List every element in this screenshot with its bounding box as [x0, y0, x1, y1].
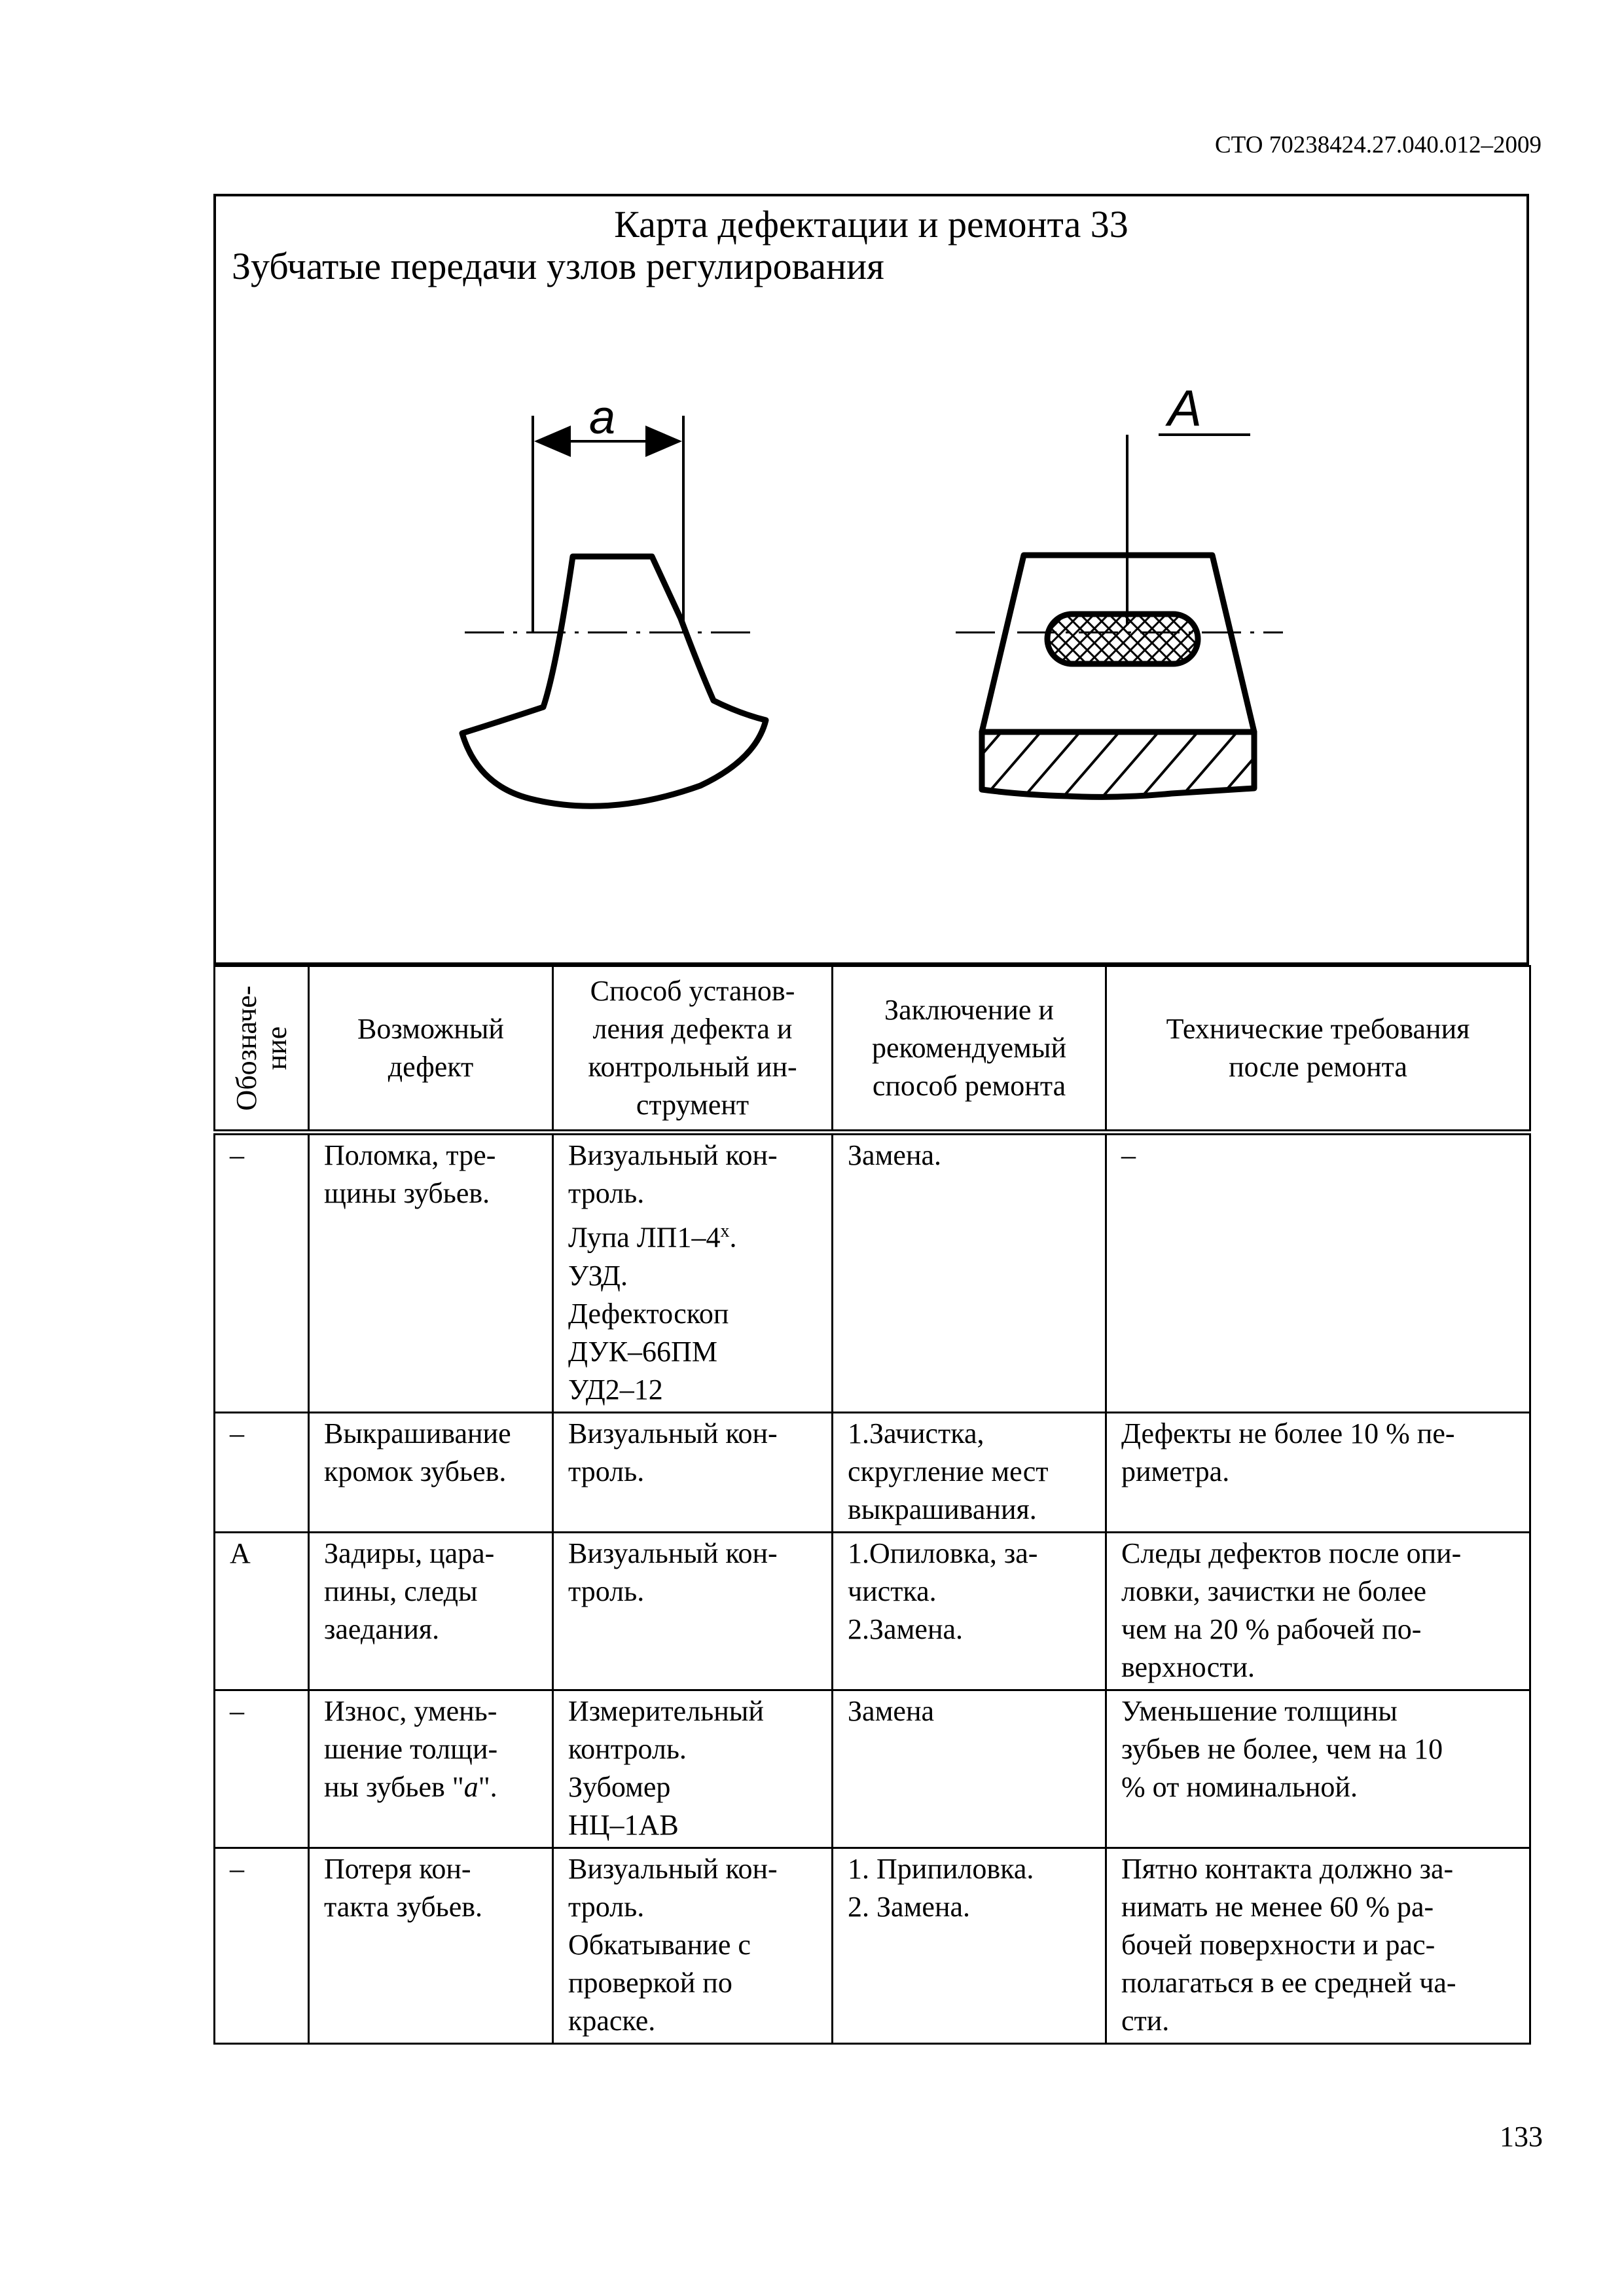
card-subtitle: Зубчатые передачи узлов регулирования — [232, 245, 884, 287]
header-designation-line2: ние — [260, 1026, 293, 1070]
cell-method: Визуальный кон- троль. — [553, 1412, 833, 1532]
document-code: СТО 70238424.27.040.012–2009 — [1214, 132, 1542, 158]
gear-tooth-drawing — [216, 196, 1526, 962]
cell-designation: – — [215, 1412, 309, 1532]
cell-conclusion: Замена. — [833, 1133, 1106, 1413]
card-title: Карта дефектации и ремонта 33 — [614, 203, 1128, 246]
table-row — [215, 1412, 1530, 1532]
view-label-a: A — [1168, 379, 1202, 437]
header-requirements: Технические требования после ремонта — [1106, 966, 1530, 1133]
cell-method-part1: Визуальный кон- троль. Лупа ЛП1–4 — [568, 1139, 778, 1254]
table-row — [215, 1532, 1530, 1690]
tooth-side-view-right — [910, 379, 1316, 838]
cell-designation: – — [215, 1133, 309, 1413]
cell-defect: Потеря кон- такта зубьев. — [309, 1848, 553, 2043]
table-row — [215, 1848, 1530, 2043]
cell-method — [553, 1133, 833, 1413]
header-designation-line1: Обозначе- — [230, 985, 262, 1111]
defects-table — [213, 965, 1531, 2045]
table-row — [215, 1690, 1530, 1848]
cell-conclusion: Замена — [833, 1690, 1106, 1848]
dimension-label-a: a — [589, 392, 616, 444]
cell-defect-italic-a: а — [463, 1770, 478, 1803]
cell-requirements: Пятно контакта должно за- нимать не менее 60 % ра- бочей поверхности и рас- полагаться в ее средней ча- сти. — [1106, 1848, 1530, 2043]
table-row — [215, 1133, 1530, 1413]
cell-method: Визуальный кон- троль. — [553, 1532, 833, 1690]
cell-conclusion: 1.Зачистка, скругление мест выкрашивания. — [833, 1412, 1106, 1532]
cell-requirements: Следы дефектов после опи- ловки, зачистки не более чем на 20 % рабочей по- верхности. — [1106, 1532, 1530, 1690]
cell-designation: – — [215, 1848, 309, 2043]
cell-defect: Поломка, тре- щины зубьев. — [309, 1133, 553, 1413]
header-defect: Возможный дефект — [309, 966, 553, 1133]
table-header-row — [215, 966, 1530, 1133]
header-conclusion: Заключение и рекомендуемый способ ремонта — [833, 966, 1106, 1133]
cell-requirements: Уменьшение толщины зубьев не более, чем на 10 % от номинальной. — [1106, 1690, 1530, 1848]
cell-method-part2: . УЗД. Дефектоскоп ДУК–66ПМ УД2–12 — [568, 1221, 737, 1406]
cell-defect-part1: Износ, умень- шение толщи- ны зубьев " — [324, 1694, 498, 1803]
cell-method: Измерительный контроль. Зубомер НЦ–1АВ — [553, 1690, 833, 1848]
cell-requirements: – — [1106, 1133, 1530, 1413]
cell-defect — [309, 1690, 553, 1848]
cell-defect: Выкрашивание кромок зубьев. — [309, 1412, 553, 1532]
cell-defect-part2: ". — [478, 1770, 497, 1803]
cell-method: Визуальный кон- троль. Обкатывание с проверкой по краске. — [553, 1848, 833, 2043]
cell-requirements: Дефекты не более 10 % пе- риметра. — [1106, 1412, 1530, 1532]
cell-conclusion: 1. Припиловка. 2. Замена. — [833, 1848, 1106, 2043]
cell-designation: А — [215, 1532, 309, 1690]
defect-card — [213, 194, 1529, 965]
page-number: 133 — [1500, 2121, 1543, 2153]
tooth-profile-left — [462, 416, 766, 806]
cell-conclusion: 1.Опиловка, за- чистка. 2.Замена. — [833, 1532, 1106, 1690]
cell-defect: Задиры, цара- пины, следы заедания. — [309, 1532, 553, 1690]
header-method: Способ установ- ления дефекта и контрольный ин- струмент — [553, 966, 833, 1133]
cell-designation: – — [215, 1690, 309, 1848]
header-designation — [215, 966, 309, 1133]
cell-method-superscript: х — [720, 1221, 730, 1241]
